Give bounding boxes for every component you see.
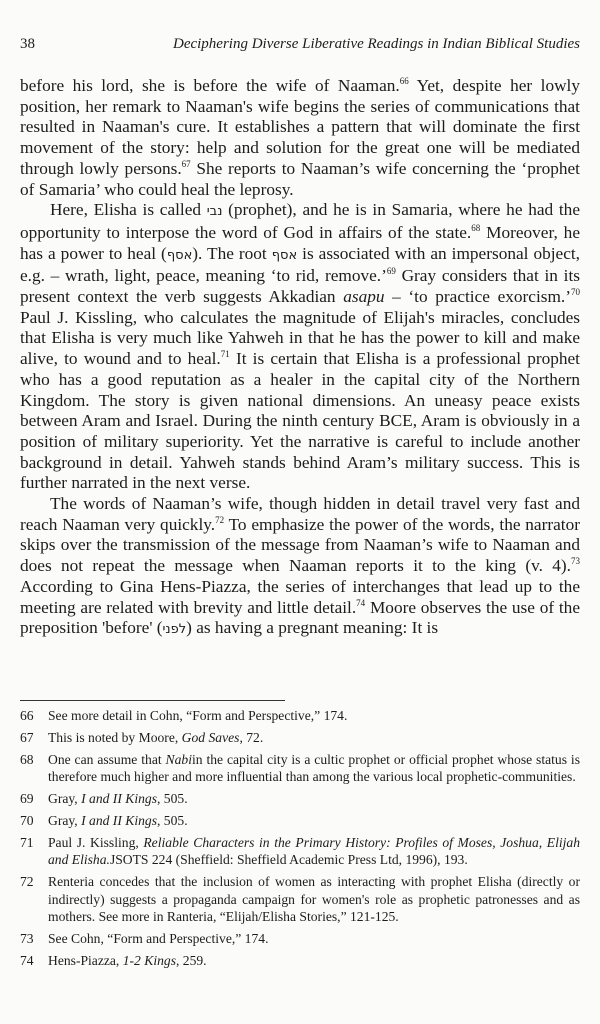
footnote-ref-70: 70 <box>571 287 581 298</box>
footnote-ref-69: 69 <box>386 266 396 277</box>
footnote-divider <box>20 700 285 701</box>
footnote-number: 67 <box>20 729 34 745</box>
italic-term: Nabi <box>165 751 192 767</box>
italic-title: Reliable Characters in the Primary History: Profiles of Moses, Joshua, Elijah and Elisha. <box>48 834 580 868</box>
hebrew-word: אסף <box>271 247 298 263</box>
text-run: in the capital city is a cultic prophet or official prophet whose status is therefore much higher and more influential than among the various local prophetic-communities. <box>48 751 580 785</box>
footnote-68 <box>20 751 580 786</box>
footnote-number: 71 <box>20 834 34 850</box>
footnote-text <box>48 834 580 869</box>
text-run: Yet, despite her lowly position, her remark to Naaman's wife begins the series of communications that resulted in Naaman's cure. It establishes a pattern that will dominate the first movement of the story: help and solution for the great one will be mediated through lowly persons. <box>20 76 581 178</box>
footnote-number: 68 <box>20 751 34 767</box>
text-run: , 72. <box>239 729 264 745</box>
footnote-73 <box>20 930 580 948</box>
hebrew-word: נבי <box>206 204 223 220</box>
footnote-number: 66 <box>20 708 34 723</box>
footnote-67 <box>20 729 580 747</box>
text-run: Paul J. Kissling, <box>48 834 144 850</box>
italic-title: 1-2 Kings <box>122 953 176 969</box>
footnote-text <box>48 729 580 747</box>
footnote-ref-74: 74 <box>356 597 366 608</box>
footnote-number: 69 <box>20 791 34 807</box>
footnote-72 <box>20 873 580 926</box>
italic-title: I and II Kings <box>81 791 157 807</box>
paragraph-3 <box>20 494 580 641</box>
text-run: Gray, <box>48 813 82 829</box>
text-run: Renteria concedes that the inclusion of women as interacting with prophet Elisha (directly or indirectly) suggests a propaganda campaign for women's role as prophetic patronesses and as mothers. See more in Ranteria, “Elijah/Elisha Stories,” 121-125. <box>48 874 580 925</box>
footnote-number: 72 <box>20 874 34 890</box>
footnote-text <box>48 952 580 970</box>
footnote-number: 70 <box>20 813 34 829</box>
text-run: Moore observes the use of the preposition 'before' ( <box>20 597 580 638</box>
text-run: Hens-Piazza, <box>48 953 123 969</box>
text-run: See Cohn, “Form and Perspective,” 174. <box>48 931 269 947</box>
text-run: Paul J. Kissling, who calculates the magnitude of Elijah's miracles, concludes that Elisha is very much like Yahweh in that he has the power to kill and make alive, to wound and to heal. <box>20 307 580 369</box>
text-run: This is noted by Moore, <box>48 729 182 745</box>
footnote-number: 73 <box>20 931 34 947</box>
text-run: See more detail in Cohn, “Form and Perspective,” 174. <box>48 708 348 723</box>
text-run: is associated with an impersonal object, e.g. – wrath, light, peace, meaning ‘to rid, remove.’ <box>20 243 580 286</box>
footnote-71 <box>20 834 580 869</box>
text-run: – ‘to practice exorcism.’ <box>384 287 572 307</box>
text-run: Gray, <box>48 791 82 807</box>
footnote-text <box>48 812 580 830</box>
italic-title: God Saves <box>181 729 240 745</box>
paragraph-1 <box>20 76 580 200</box>
italic-title: I and II Kings <box>81 813 157 829</box>
text-run: (prophet), and he is in Samaria, where he had the opportunity to interpose the word of God in affairs of the state. <box>20 200 580 242</box>
text-run: According to Gina Hens-Piazza, the series of interchanges that lead up to the meeting are related with brevity and little detail. <box>20 576 580 617</box>
text-run: It is certain that Elisha is a professional prophet who has a good reputation as a healer in the capital city of the Northern Kingdom. The story is given national dimensions. An uneasy peace exists between Aram and Israel. During the ninth century BCE, Aram is obviously in a position of military superiority. Yet the narrative is careful to include another background in detail. Yahweh stands behind Aram’s military success. This is further narrated in the next verse. <box>20 349 580 493</box>
paragraph-2 <box>20 200 580 494</box>
italic-term: asapu <box>343 287 385 307</box>
footnotes <box>20 707 580 974</box>
text-run: Gray considers that in its present context the verb suggests Akkadian <box>20 266 580 307</box>
footnote-70 <box>20 812 580 830</box>
text-run: ). The root <box>192 243 272 263</box>
footnote-text <box>48 873 580 926</box>
footnote-ref-66: 66 <box>399 76 409 87</box>
footnote-text <box>48 751 580 786</box>
hebrew-word: לפני <box>162 622 187 638</box>
running-head: Deciphering Diverse Liberative Readings in Indian Biblical Studies <box>172 36 580 52</box>
text-run: , 505. <box>157 813 188 829</box>
footnote-ref-73: 73 <box>571 556 580 567</box>
footnote-ref-68: 68 <box>471 223 481 234</box>
text-run: To emphasize the power of the words, the narrator skips over the transmission of the message from Naaman’s wife to Naaman and does not repeat the message when Naaman reports it to the king (v. 4). <box>20 514 580 576</box>
footnote-text <box>48 707 580 725</box>
text-run: , 505. <box>157 791 188 807</box>
footnote-number: 74 <box>20 953 34 969</box>
page-header <box>20 33 580 55</box>
text-run: She reports to Naaman’s wife concerning the ‘prophet of Samaria’ who could heal the leprosy. <box>20 158 580 199</box>
text-run: ) as having a pregnant meaning: It is <box>186 618 439 638</box>
footnote-ref-71: 71 <box>220 349 230 360</box>
footnote-74 <box>20 952 580 970</box>
footnote-text <box>48 930 580 948</box>
text-run: Here, Elisha is called <box>50 200 207 220</box>
text-run: The words of Naaman’s wife, though hidden in detail travel very fast and reach Naaman very quickly. <box>20 494 580 534</box>
footnote-ref-72: 72 <box>215 515 225 525</box>
hebrew-word: אסף <box>166 247 193 263</box>
text-run: Moreover, he has a power to heal ( <box>20 222 580 263</box>
text-run: before his lord, she is before the wife of Naaman. <box>20 76 400 95</box>
text-run: , 259. <box>175 953 207 969</box>
body-text <box>20 76 580 641</box>
page-number: 38 <box>20 36 35 52</box>
text-run: JSOTS 224 (Sheffield: Sheffield Academic Press Ltd, 1996), 193. <box>109 852 468 868</box>
footnote-text <box>48 790 580 808</box>
footnote-69 <box>20 790 580 808</box>
text-run: One can assume that <box>48 751 166 767</box>
footnote-ref-67: 67 <box>181 159 191 170</box>
footnote-66 <box>20 707 580 725</box>
